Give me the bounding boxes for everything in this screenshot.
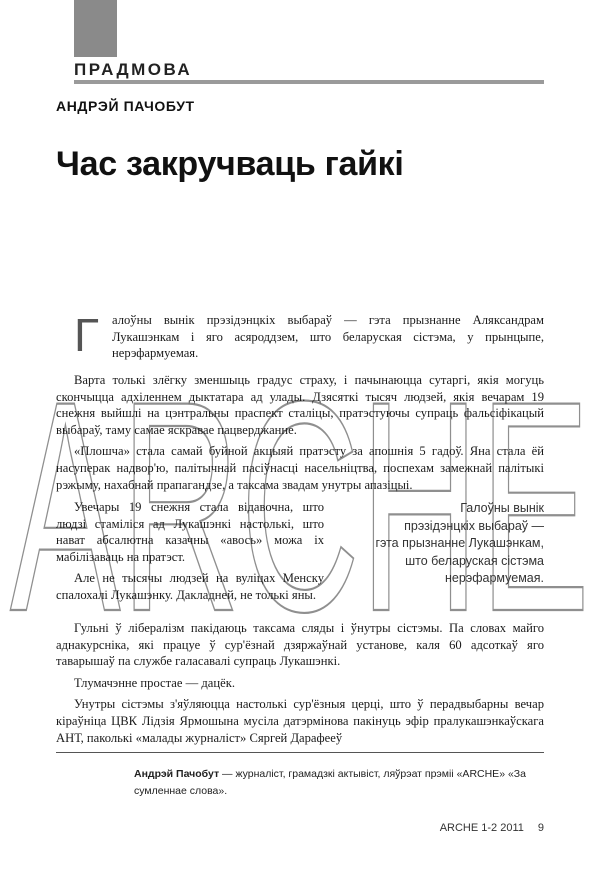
paragraph-7: Унутры сістэмы з'яўляюцца настолькі сур'ёзныя церці, што ў перадвыбарны вечар кіраўніца ЦВК Лідзія Ярмошына мусіла датэрмінова пакінуць эфір пралукашэнкаўскага АНТ, паколькі «малады журналіст» Сяргей Дарафееў — [56, 697, 544, 745]
paragraph-4: Але не тысячы людзей на вуліцах Менску спалохалі Лукашэнку. Дакладней, не толькі яны. — [56, 571, 324, 602]
article-title: Час закручваць гайкі — [56, 145, 404, 183]
journal-issue: ARCHE 1-2 2011 — [439, 822, 524, 834]
bio-text: — журналіст, грамадзкі актывіст, ляўрэат прэміі «ARCHE» «За сумленнае слова». — [134, 768, 526, 797]
page-number: 9 — [537, 822, 544, 834]
header-rule — [74, 80, 544, 84]
author-bio — [134, 766, 550, 800]
article-column-left — [56, 499, 324, 604]
page-footer — [440, 822, 544, 834]
drop-cap: Г — [74, 309, 99, 361]
paragraph-1: Варта толькі злёгку зменшыць градус страху, і пачынаюцца сутаргі, якія могуць скончыцца адхіленнем дыктатара ад улады. Дзясяткі тысяч людзей, якія вечарам 19 снежня выйшлі на цэнтральны праспект сталіцы, пратэстуючы супраць фальсіфікацый выбараў, таму самае яскравае пацверджанне. — [56, 373, 544, 437]
article-body-bottom — [56, 620, 544, 746]
paragraph-6: Тлумачэнне простае — дацёк. — [74, 675, 235, 690]
paragraph-5: Гульні ў лібералізм пакідаюць таксама сляды і ўнутры сістэмы. Па словах майго аднакурсніка, які працуе ў сур'ёзнай дзяржаўнай установе, каля 60 адсоткаў яго таварышаў па службе галасавалі супраць Лукашэнкі. — [56, 621, 544, 669]
article-lede — [56, 309, 544, 362]
section-heading: ПРАДМОВА — [74, 60, 193, 79]
article-body-top — [56, 372, 544, 493]
watermark-text: ARCHE — [10, 338, 590, 650]
pull-quote — [340, 500, 544, 588]
bio-name: Андрэй Пачобут — [134, 768, 220, 780]
pull-quote-line: што беларуская сістэма — [405, 553, 544, 568]
pull-quote-line: Галоўны вынік — [460, 501, 544, 515]
author-byline: АНДРЭЙ ПАЧОБУТ — [56, 98, 195, 114]
pull-quote-line: нерэфармуемая. — [445, 571, 544, 585]
pull-quote-line: прэзідэнцкіх выбараў — — [404, 518, 544, 533]
footnote-rule — [56, 752, 544, 753]
section-tab-block — [74, 0, 117, 57]
pull-quote-line: гэта прызнанне Лукашэнкам, — [375, 536, 544, 550]
lede-paragraph: алоўны вынік прэзідэнцкіх выбараў — гэта прызнанне Аляксандрам Лукашэнкам і яго асяроддзем, што беларуская сістэма, у прынцыпе, нерэфармуемая. — [112, 313, 544, 361]
paragraph-3: Увечары 19 снежня стала відавочна, што людзі стаміліся ад Лукашэнкі настолькі, што нават абсалютна казачны «авось» можа іх мабілізаваць на пратэст. — [56, 500, 324, 564]
paragraph-2: «Плошча» стала самай буйной акцыяй пратэсту за апошнія 5 гадоў. Яна стала ёй насуперак надвор'ю, палітычнай пасіўнасці насельніцтва, поспехам замежнай палітыкі рэжыму, нахабнай прапагандзе, а таксама звадам унутры апазіцыі. — [56, 444, 544, 492]
